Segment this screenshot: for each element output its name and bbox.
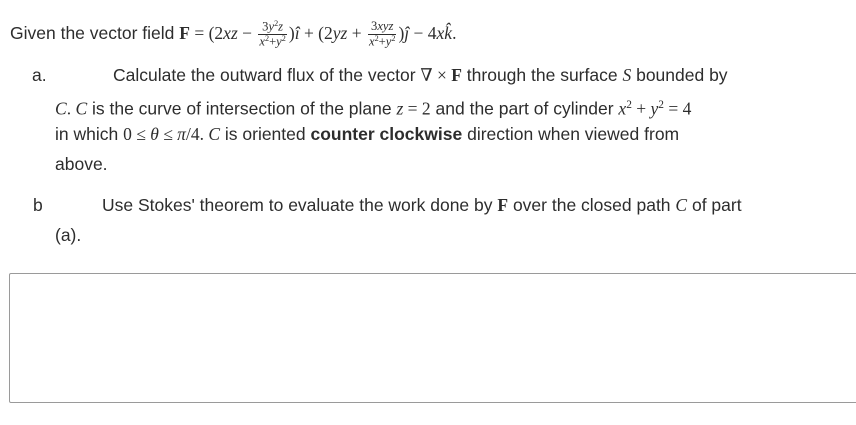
part-b-label: b <box>33 195 43 215</box>
question-intro: Given the vector field F = (2xz − $\frac{3y^2z}{x^2+y^2}$ )î + (2yz + $\frac{\text{3xyz}}{x^2+y^2}$ )ĵ − 4xk̂. <box>10 19 457 49</box>
part-a-line-3: in which 0 ≤ θ ≤ π/4. C is oriented counter clockwise direction when viewed from <box>55 124 680 144</box>
part-a-label: a. <box>32 65 47 85</box>
part-a-line-1: Calculate the outward flux of the vector ∇ × F through the surface S bounded by <box>113 65 728 85</box>
fraction-2: $\frac{\text{3xyz}}{x^2+y^2}$ <box>368 19 396 49</box>
part-a-line-4: above. <box>55 154 108 174</box>
part-b-line-1: Use Stokes' theorem to evaluate the work done by F over the closed path C of part <box>102 195 742 215</box>
vector-field-symbol: F <box>179 23 190 43</box>
part-b-line-2: (a). <box>55 225 82 245</box>
answer-input-box[interactable] <box>9 273 856 403</box>
part-a-line-2: C. C is the curve of intersection of the plane z = 2 and the part of cylinder $x^2 + y^2 = 4$ <box>55 98 692 119</box>
fraction-1: $\frac{3y^2z}{x^2+y^2}$ <box>259 19 286 49</box>
